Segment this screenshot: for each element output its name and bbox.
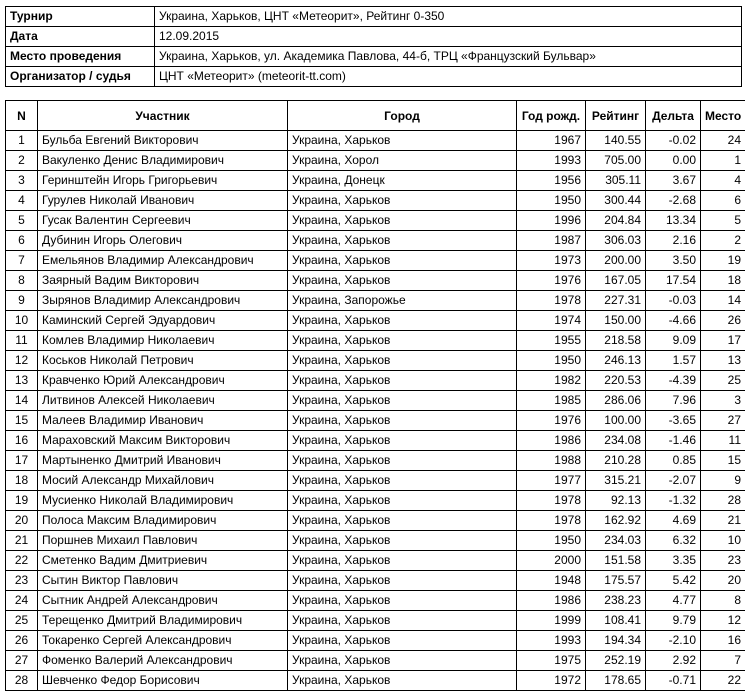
tournament-info-table <box>5 6 742 87</box>
cell-city: Украина, Харьков <box>288 311 517 331</box>
cell-delta: 9.09 <box>646 331 701 351</box>
cell-delta: -2.68 <box>646 191 701 211</box>
info-row-venue <box>6 47 742 67</box>
info-row-tournament <box>6 7 742 27</box>
table-row <box>6 511 745 531</box>
table-row <box>6 271 745 291</box>
cell-participant: Гурулев Николай Иванович <box>38 191 288 211</box>
cell-birth-year: 1975 <box>517 651 586 671</box>
cell-place: 24 <box>701 131 745 151</box>
cell-rating: 234.08 <box>586 431 646 451</box>
cell-rating: 210.28 <box>586 451 646 471</box>
cell-number: 18 <box>6 471 38 491</box>
cell-rating: 220.53 <box>586 371 646 391</box>
cell-place: 3 <box>701 391 745 411</box>
cell-number: 1 <box>6 131 38 151</box>
column-header-delta: Дельта <box>646 101 701 131</box>
cell-birth-year: 1993 <box>517 151 586 171</box>
cell-place: 18 <box>701 271 745 291</box>
cell-birth-year: 1976 <box>517 411 586 431</box>
cell-delta: 0.85 <box>646 451 701 471</box>
cell-rating: 238.23 <box>586 591 646 611</box>
cell-city: Украина, Донецк <box>288 171 517 191</box>
cell-birth-year: 1986 <box>517 431 586 451</box>
cell-city: Украина, Харьков <box>288 391 517 411</box>
cell-place: 19 <box>701 251 745 271</box>
cell-number: 8 <box>6 271 38 291</box>
cell-city: Украина, Харьков <box>288 131 517 151</box>
results-header <box>6 101 745 131</box>
cell-number: 3 <box>6 171 38 191</box>
table-row <box>6 231 745 251</box>
cell-number: 20 <box>6 511 38 531</box>
cell-place: 2 <box>701 231 745 251</box>
table-row <box>6 291 745 311</box>
cell-birth-year: 1973 <box>517 251 586 271</box>
column-header-place: Место <box>701 101 745 131</box>
cell-participant: Мосий Александр Михайлович <box>38 471 288 491</box>
cell-city: Украина, Харьков <box>288 251 517 271</box>
info-row-organizer <box>6 67 742 87</box>
cell-participant: Вакуленко Денис Владимирович <box>38 151 288 171</box>
cell-city: Украина, Харьков <box>288 411 517 431</box>
cell-number: 6 <box>6 231 38 251</box>
cell-rating: 227.31 <box>586 291 646 311</box>
results-body <box>6 131 745 691</box>
cell-place: 25 <box>701 371 745 391</box>
cell-birth-year: 1976 <box>517 271 586 291</box>
cell-place: 14 <box>701 291 745 311</box>
info-label: Организатор / судья <box>6 67 155 87</box>
info-value: Украина, Харьков, ул. Академика Павлова, 44-б, ТРЦ «Французский Бульвар» <box>155 47 742 67</box>
cell-delta: 4.77 <box>646 591 701 611</box>
table-row <box>6 391 745 411</box>
table-row <box>6 311 745 331</box>
cell-rating: 150.00 <box>586 311 646 331</box>
cell-participant: Мусиенко Николай Владимирович <box>38 491 288 511</box>
cell-rating: 306.03 <box>586 231 646 251</box>
cell-delta: 9.79 <box>646 611 701 631</box>
cell-rating: 140.55 <box>586 131 646 151</box>
cell-delta: 3.67 <box>646 171 701 191</box>
cell-rating: 300.44 <box>586 191 646 211</box>
column-header-rating: Рейтинг <box>586 101 646 131</box>
cell-place: 16 <box>701 631 745 651</box>
cell-city: Украина, Харьков <box>288 471 517 491</box>
cell-place: 9 <box>701 471 745 491</box>
cell-birth-year: 1978 <box>517 491 586 511</box>
cell-number: 5 <box>6 211 38 231</box>
cell-rating: 305.11 <box>586 171 646 191</box>
cell-number: 25 <box>6 611 38 631</box>
cell-city: Украина, Харьков <box>288 451 517 471</box>
cell-number: 27 <box>6 651 38 671</box>
cell-number: 9 <box>6 291 38 311</box>
cell-city: Украина, Хорол <box>288 151 517 171</box>
table-row <box>6 491 745 511</box>
cell-place: 23 <box>701 551 745 571</box>
table-row <box>6 451 745 471</box>
cell-city: Украина, Запорожье <box>288 291 517 311</box>
cell-place: 28 <box>701 491 745 511</box>
cell-delta: -1.32 <box>646 491 701 511</box>
cell-birth-year: 1987 <box>517 231 586 251</box>
cell-place: 1 <box>701 151 745 171</box>
header-row <box>6 101 745 131</box>
cell-participant: Геринштейн Игорь Григорьевич <box>38 171 288 191</box>
cell-rating: 234.03 <box>586 531 646 551</box>
cell-number: 17 <box>6 451 38 471</box>
cell-place: 10 <box>701 531 745 551</box>
cell-delta: -1.46 <box>646 431 701 451</box>
cell-participant: Зырянов Владимир Александрович <box>38 291 288 311</box>
table-row <box>6 191 745 211</box>
info-value: ЦНТ «Метеорит» (meteorit-tt.com) <box>155 67 742 87</box>
cell-place: 11 <box>701 431 745 451</box>
cell-number: 13 <box>6 371 38 391</box>
cell-birth-year: 1999 <box>517 611 586 631</box>
cell-delta: 13.34 <box>646 211 701 231</box>
cell-number: 16 <box>6 431 38 451</box>
info-row-date <box>6 27 742 47</box>
cell-city: Украина, Харьков <box>288 671 517 691</box>
cell-participant: Сметенко Вадим Дмитриевич <box>38 551 288 571</box>
column-header-city: Город <box>288 101 517 131</box>
cell-participant: Комлев Владимир Николаевич <box>38 331 288 351</box>
cell-number: 2 <box>6 151 38 171</box>
cell-birth-year: 1956 <box>517 171 586 191</box>
cell-participant: Заярный Вадим Викторович <box>38 271 288 291</box>
cell-rating: 315.21 <box>586 471 646 491</box>
cell-birth-year: 1972 <box>517 671 586 691</box>
column-header-number: N <box>6 101 38 131</box>
tournament-info-body <box>6 7 742 87</box>
cell-delta: -2.07 <box>646 471 701 491</box>
cell-rating: 175.57 <box>586 571 646 591</box>
cell-number: 7 <box>6 251 38 271</box>
cell-delta: 4.69 <box>646 511 701 531</box>
cell-delta: 1.57 <box>646 351 701 371</box>
info-label: Дата <box>6 27 155 47</box>
cell-delta: -4.66 <box>646 311 701 331</box>
table-row <box>6 371 745 391</box>
cell-birth-year: 1955 <box>517 331 586 351</box>
info-value: Украина, Харьков, ЦНТ «Метеорит», Рейтинг 0-350 <box>155 7 742 27</box>
cell-delta: 2.16 <box>646 231 701 251</box>
cell-delta: 3.35 <box>646 551 701 571</box>
cell-city: Украина, Харьков <box>288 511 517 531</box>
cell-birth-year: 1967 <box>517 131 586 151</box>
cell-participant: Мартыненко Дмитрий Иванович <box>38 451 288 471</box>
cell-city: Украина, Харьков <box>288 571 517 591</box>
cell-place: 15 <box>701 451 745 471</box>
cell-participant: Фоменко Валерий Александрович <box>38 651 288 671</box>
cell-birth-year: 1986 <box>517 591 586 611</box>
column-header-birth-year: Год рожд. <box>517 101 586 131</box>
cell-city: Украина, Харьков <box>288 211 517 231</box>
cell-birth-year: 1950 <box>517 531 586 551</box>
cell-rating: 204.84 <box>586 211 646 231</box>
cell-delta: 7.96 <box>646 391 701 411</box>
table-row <box>6 331 745 351</box>
table-row <box>6 471 745 491</box>
table-row <box>6 211 745 231</box>
cell-rating: 286.06 <box>586 391 646 411</box>
cell-number: 19 <box>6 491 38 511</box>
cell-number: 12 <box>6 351 38 371</box>
cell-number: 22 <box>6 551 38 571</box>
cell-place: 26 <box>701 311 745 331</box>
cell-city: Украина, Харьков <box>288 331 517 351</box>
cell-number: 4 <box>6 191 38 211</box>
cell-rating: 108.41 <box>586 611 646 631</box>
cell-birth-year: 1974 <box>517 311 586 331</box>
cell-delta: -0.02 <box>646 131 701 151</box>
cell-delta: 2.92 <box>646 651 701 671</box>
cell-place: 22 <box>701 671 745 691</box>
cell-number: 21 <box>6 531 38 551</box>
table-row <box>6 631 745 651</box>
info-label: Турнир <box>6 7 155 27</box>
info-value: 12.09.2015 <box>155 27 742 47</box>
cell-rating: 162.92 <box>586 511 646 531</box>
cell-participant: Мараховский Максим Викторович <box>38 431 288 451</box>
table-row <box>6 251 745 271</box>
table-row <box>6 171 745 191</box>
cell-place: 17 <box>701 331 745 351</box>
table-row <box>6 591 745 611</box>
table-row <box>6 571 745 591</box>
cell-city: Украина, Харьков <box>288 611 517 631</box>
table-row <box>6 411 745 431</box>
cell-delta: -0.71 <box>646 671 701 691</box>
cell-delta: 3.50 <box>646 251 701 271</box>
cell-participant: Сытник Андрей Александрович <box>38 591 288 611</box>
cell-birth-year: 2000 <box>517 551 586 571</box>
cell-city: Украина, Харьков <box>288 531 517 551</box>
cell-city: Украина, Харьков <box>288 371 517 391</box>
cell-place: 8 <box>701 591 745 611</box>
cell-birth-year: 1996 <box>517 211 586 231</box>
cell-rating: 705.00 <box>586 151 646 171</box>
cell-city: Украина, Харьков <box>288 191 517 211</box>
table-row <box>6 531 745 551</box>
cell-delta: 5.42 <box>646 571 701 591</box>
table-row <box>6 151 745 171</box>
cell-participant: Емельянов Владимир Александрович <box>38 251 288 271</box>
cell-rating: 167.05 <box>586 271 646 291</box>
cell-number: 11 <box>6 331 38 351</box>
cell-delta: -3.65 <box>646 411 701 431</box>
cell-number: 10 <box>6 311 38 331</box>
cell-city: Украина, Харьков <box>288 271 517 291</box>
cell-birth-year: 1977 <box>517 471 586 491</box>
cell-number: 28 <box>6 671 38 691</box>
cell-rating: 100.00 <box>586 411 646 431</box>
cell-delta: 17.54 <box>646 271 701 291</box>
cell-rating: 194.34 <box>586 631 646 651</box>
cell-participant: Коськов Николай Петрович <box>38 351 288 371</box>
cell-place: 6 <box>701 191 745 211</box>
cell-birth-year: 1950 <box>517 351 586 371</box>
cell-birth-year: 1948 <box>517 571 586 591</box>
cell-place: 4 <box>701 171 745 191</box>
cell-number: 23 <box>6 571 38 591</box>
cell-participant: Бульба Евгений Викторович <box>38 131 288 151</box>
cell-place: 21 <box>701 511 745 531</box>
cell-participant: Поршнев Михаил Павлович <box>38 531 288 551</box>
cell-place: 27 <box>701 411 745 431</box>
cell-birth-year: 1993 <box>517 631 586 651</box>
table-row <box>6 651 745 671</box>
cell-rating: 200.00 <box>586 251 646 271</box>
cell-participant: Литвинов Алексей Николаевич <box>38 391 288 411</box>
cell-participant: Кравченко Юрий Александрович <box>38 371 288 391</box>
info-label: Место проведения <box>6 47 155 67</box>
cell-birth-year: 1978 <box>517 511 586 531</box>
table-row <box>6 131 745 151</box>
cell-birth-year: 1985 <box>517 391 586 411</box>
cell-city: Украина, Харьков <box>288 431 517 451</box>
cell-number: 15 <box>6 411 38 431</box>
cell-participant: Терещенко Дмитрий Владимирович <box>38 611 288 631</box>
cell-city: Украина, Харьков <box>288 591 517 611</box>
cell-city: Украина, Харьков <box>288 551 517 571</box>
table-row <box>6 551 745 571</box>
cell-city: Украина, Харьков <box>288 631 517 651</box>
cell-birth-year: 1950 <box>517 191 586 211</box>
cell-participant: Полоса Максим Владимирович <box>38 511 288 531</box>
cell-participant: Гусак Валентин Сергеевич <box>38 211 288 231</box>
cell-rating: 151.58 <box>586 551 646 571</box>
cell-place: 20 <box>701 571 745 591</box>
cell-birth-year: 1978 <box>517 291 586 311</box>
column-header-participant: Участник <box>38 101 288 131</box>
cell-city: Украина, Харьков <box>288 351 517 371</box>
cell-participant: Токаренко Сергей Александрович <box>38 631 288 651</box>
cell-number: 26 <box>6 631 38 651</box>
cell-place: 13 <box>701 351 745 371</box>
cell-birth-year: 1982 <box>517 371 586 391</box>
cell-city: Украина, Харьков <box>288 231 517 251</box>
cell-number: 24 <box>6 591 38 611</box>
table-row <box>6 671 745 691</box>
table-row <box>6 351 745 371</box>
cell-participant: Каминский Сергей Эдуардович <box>38 311 288 331</box>
cell-delta: 6.32 <box>646 531 701 551</box>
cell-rating: 252.19 <box>586 651 646 671</box>
cell-participant: Сытин Виктор Павлович <box>38 571 288 591</box>
cell-place: 12 <box>701 611 745 631</box>
cell-city: Украина, Харьков <box>288 651 517 671</box>
cell-birth-year: 1988 <box>517 451 586 471</box>
table-row <box>6 611 745 631</box>
table-row <box>6 431 745 451</box>
cell-delta: -2.10 <box>646 631 701 651</box>
cell-participant: Дубинин Игорь Олегович <box>38 231 288 251</box>
cell-delta: -0.03 <box>646 291 701 311</box>
results-table <box>5 100 745 691</box>
cell-rating: 218.58 <box>586 331 646 351</box>
cell-place: 5 <box>701 211 745 231</box>
cell-rating: 246.13 <box>586 351 646 371</box>
cell-participant: Малеев Владимир Иванович <box>38 411 288 431</box>
cell-delta: 0.00 <box>646 151 701 171</box>
cell-number: 14 <box>6 391 38 411</box>
cell-participant: Шевченко Федор Борисович <box>38 671 288 691</box>
cell-rating: 178.65 <box>586 671 646 691</box>
cell-place: 7 <box>701 651 745 671</box>
cell-delta: -4.39 <box>646 371 701 391</box>
cell-rating: 92.13 <box>586 491 646 511</box>
cell-city: Украина, Харьков <box>288 491 517 511</box>
